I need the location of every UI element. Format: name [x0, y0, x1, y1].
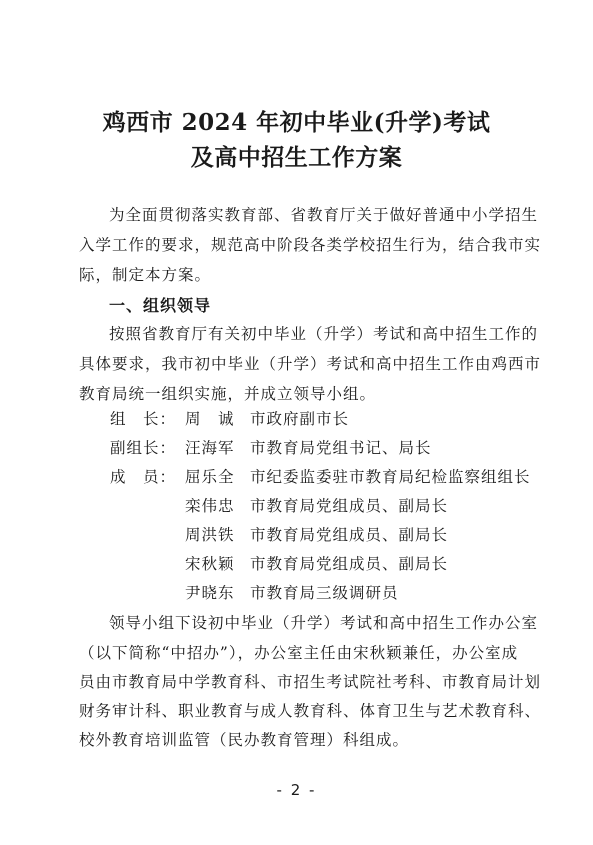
- member-role: 组 长：: [110, 410, 177, 428]
- member-name: 栾伟忠: [185, 497, 235, 515]
- member-role: 副组长：: [110, 439, 177, 457]
- member-position: 市政府副市长: [250, 410, 350, 428]
- document-title-line-1: 鸡西市 2024 年初中毕业(升学)考试: [102, 109, 491, 136]
- member-position: 市教育局三级调研员: [250, 584, 399, 602]
- member-position: 市教育局党组成员、副局长: [250, 526, 449, 544]
- office-para-line-3: 员由市教育局中学教育科、市招生考试院社考科、市教育局计划: [79, 673, 542, 691]
- member-position: 市教育局党组成员、副局长: [250, 497, 449, 515]
- section-heading: 一、组织领导: [109, 296, 212, 315]
- document-title-line-2: 及高中招生工作方案: [190, 144, 403, 171]
- member-name: 周 诚: [185, 410, 235, 428]
- member-position: 市教育局党组书记、局长: [250, 439, 432, 457]
- office-para-line-1: 领导小组下设初中毕业（升学）考试和高中招生工作办公室: [109, 614, 539, 632]
- office-para-line-4: 财务审计科、职业教育与成人教育科、体育卫生与艺术教育科、: [79, 702, 542, 720]
- intro-line-1: 为全面贯彻落实教育部、省教育厅关于做好普通中小学招生: [109, 206, 539, 224]
- section-para-line-2: 具体要求，我市初中毕业（升学）考试和高中招生工作由鸡西市: [79, 355, 542, 373]
- member-name: 宋秋颖: [185, 555, 235, 573]
- section-para-line-3: 教育局统一组织实施，并成立领导小组。: [79, 385, 377, 403]
- office-para-line-2: （以下简称“中招办”），办公室主任由宋秋颖兼任，办公室成: [79, 644, 519, 662]
- member-position: 市纪委监委驻市教育局纪检监察组组长: [250, 468, 531, 486]
- intro-line-2: 入学工作的要求，规范高中阶段各类学校招生行为，结合我市实: [79, 236, 542, 254]
- office-para-line-5: 校外教育培训监管（民办教育管理）科组成。: [79, 731, 410, 749]
- member-position: 市教育局党组成员、副局长: [250, 555, 449, 573]
- member-role: 成 员：: [110, 468, 177, 486]
- member-name: 周洪铁: [185, 526, 235, 544]
- section-para-line-1: 按照省教育厅有关初中毕业（升学）考试和高中招生工作的: [109, 325, 539, 343]
- member-name: 尹晓东: [185, 584, 235, 602]
- intro-line-3: 际，制定本方案。: [79, 266, 212, 284]
- member-name: 屈乐全: [185, 468, 235, 486]
- page-number: - 2 -: [276, 781, 317, 799]
- member-name: 汪海军: [185, 439, 235, 457]
